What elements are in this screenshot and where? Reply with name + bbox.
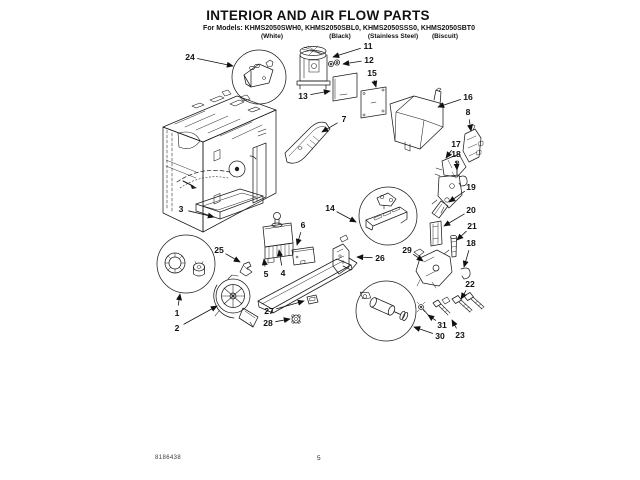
part-25-art [240, 262, 252, 276]
part-17-art [432, 154, 466, 213]
callout-label-17: 17 [451, 139, 461, 149]
part-31-art [417, 302, 429, 316]
callout-leader-3 [188, 211, 214, 217]
callout-label-26: 26 [375, 253, 385, 263]
callout-label-4: 4 [280, 268, 286, 278]
part-15-art [361, 87, 386, 118]
callout-label-6: 6 [300, 220, 306, 230]
callout-label-15: 15 [367, 68, 377, 78]
callout-leader-31 [428, 315, 436, 321]
part-13-art [333, 73, 357, 101]
part-24-art [232, 50, 286, 104]
callout-leader-15 [374, 80, 376, 87]
callout-label-31: 31 [437, 320, 447, 330]
finish-label: (Black) [329, 33, 351, 40]
callout-label-21: 21 [467, 221, 477, 231]
callout-leader-12 [343, 61, 362, 64]
callout-leader-13 [310, 91, 330, 95]
page-number: 5 [317, 455, 321, 462]
callout-label-2: 2 [174, 323, 180, 333]
part-2-art [214, 275, 258, 327]
callout-leader-27 [276, 301, 304, 309]
part-18-hook-art [461, 268, 470, 279]
page-title: INTERIOR AND AIR FLOW PARTS [206, 8, 430, 23]
callout-label-25: 25 [214, 245, 224, 255]
callout-label-3: 3 [178, 204, 184, 214]
callout-label-11: 11 [363, 41, 373, 51]
part-30-art [356, 281, 416, 341]
part-rail-art [258, 259, 352, 313]
part-16-art [390, 88, 443, 151]
finish-label: (Biscuit) [432, 33, 458, 40]
callout-label-27: 27 [264, 306, 274, 316]
part-29-art [414, 249, 452, 288]
callout-leader-26 [357, 257, 373, 258]
callout-label-20: 20 [466, 205, 476, 215]
callout-label-23: 23 [455, 330, 465, 340]
callout-leader-5 [264, 259, 265, 267]
callout-leader-1 [178, 294, 180, 306]
callout-label-5: 5 [263, 269, 269, 279]
doc-number: 8186438 [155, 455, 182, 461]
part-23-art [433, 297, 450, 315]
part-11-art [297, 46, 330, 89]
callout-label-14: 14 [325, 203, 335, 213]
callout-leader-28 [275, 319, 290, 322]
callout-label-13: 13 [298, 91, 308, 101]
callout-leader-30 [414, 327, 433, 334]
callout-label-12: 12 [364, 55, 374, 65]
part-8-art [463, 124, 483, 162]
callout-leader-11 [333, 48, 361, 57]
callout-leader-21 [457, 231, 467, 240]
callout-leader-25 [226, 254, 241, 262]
part-21-art [451, 235, 457, 257]
callout-leader-8 [469, 119, 471, 131]
callout-leader-14 [337, 212, 356, 222]
part-27-art [307, 295, 318, 304]
part-7-art [285, 122, 330, 163]
callout-leader-20 [444, 214, 465, 226]
part-14-art [359, 187, 417, 245]
part-6-art [292, 247, 315, 265]
callout-label-19: 19 [466, 182, 476, 192]
callout-leader-18 [457, 162, 458, 171]
part-5-art [263, 213, 293, 264]
callout-label-1: 1 [174, 308, 180, 318]
callout-label-28: 28 [263, 318, 273, 328]
models-line: For Models: KHMS2050SWH0, KHMS2050SBL0, KHMS2050SSS0, KHMS2050SBT0 [203, 25, 475, 32]
callout-leader-2 [184, 306, 217, 324]
callout-label-30: 30 [435, 331, 445, 341]
part-22-art [452, 293, 484, 313]
callout-leader-4 [279, 250, 282, 266]
callout-label-29: 29 [402, 245, 412, 255]
callout-leader-18 [464, 250, 469, 267]
callout-leader-7 [322, 123, 338, 132]
finish-label: (White) [260, 33, 284, 40]
part-28-art [292, 315, 301, 324]
callout-label-18: 18 [451, 149, 461, 159]
callout-leader-6 [297, 232, 301, 245]
callout-label-22: 22 [465, 279, 475, 289]
part-19-art [432, 198, 449, 218]
callout-label-7: 7 [341, 114, 347, 124]
callout-label-8: 8 [465, 107, 471, 117]
part-12-art [328, 60, 339, 67]
callout-leader-23 [452, 320, 457, 328]
callout-leader-24 [197, 59, 233, 67]
callout-label-24: 24 [185, 52, 195, 62]
finish-label: (Stainless Steel) [367, 33, 419, 40]
part-1-art [157, 235, 215, 293]
callout-label-16: 16 [463, 92, 473, 102]
callout-label-18: 18 [466, 238, 476, 248]
part-20-art [430, 221, 442, 246]
